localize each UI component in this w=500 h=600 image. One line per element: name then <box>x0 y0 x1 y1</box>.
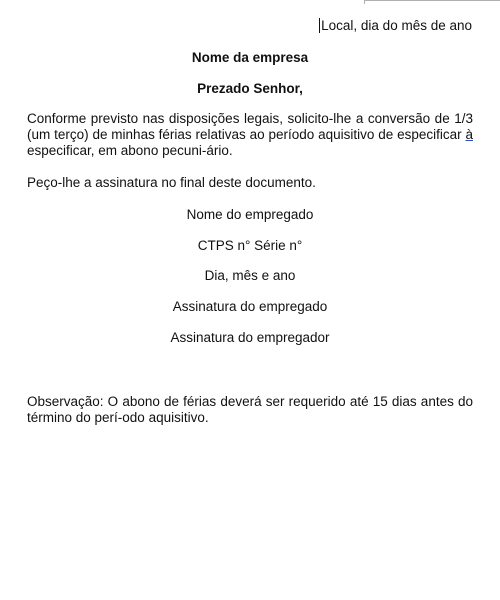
date-field-line: Dia, mês e ano <box>204 268 296 283</box>
employee-signature-line: Assinatura do empregado <box>172 299 328 314</box>
request-paragraph-start: Conforme previsto nas disposições legais, solicito-lhe a conversão de 1/3 (um terço) de minhas férias relativas ao período aquisitivo de especificar <box>27 111 473 142</box>
ctps-line: CTPS n° Série n° <box>197 238 303 253</box>
observation-paragraph: Observação: O abono de férias deverá ser requerido até 15 dias antes do término do perí-odo aquisitivo. <box>27 394 473 425</box>
company-name: Nome da empresa <box>191 50 309 65</box>
date-line <box>319 18 472 33</box>
text-cursor <box>319 18 320 33</box>
request-paragraph-end: especificar, em abono pecuni-ário. <box>27 143 233 158</box>
employee-name-line: Nome do empregado <box>186 207 314 222</box>
date-line-text: Local, dia do mês de ano <box>321 18 472 33</box>
underlined-word: à <box>465 127 473 142</box>
request-paragraph <box>27 111 473 159</box>
employer-signature-line: Assinatura do empregador <box>170 330 330 345</box>
signature-request-paragraph: Peço-lhe a assinatura no final deste documento. <box>27 175 316 190</box>
greeting: Prezado Senhor, <box>197 81 303 96</box>
page-corner-border <box>364 0 500 4</box>
